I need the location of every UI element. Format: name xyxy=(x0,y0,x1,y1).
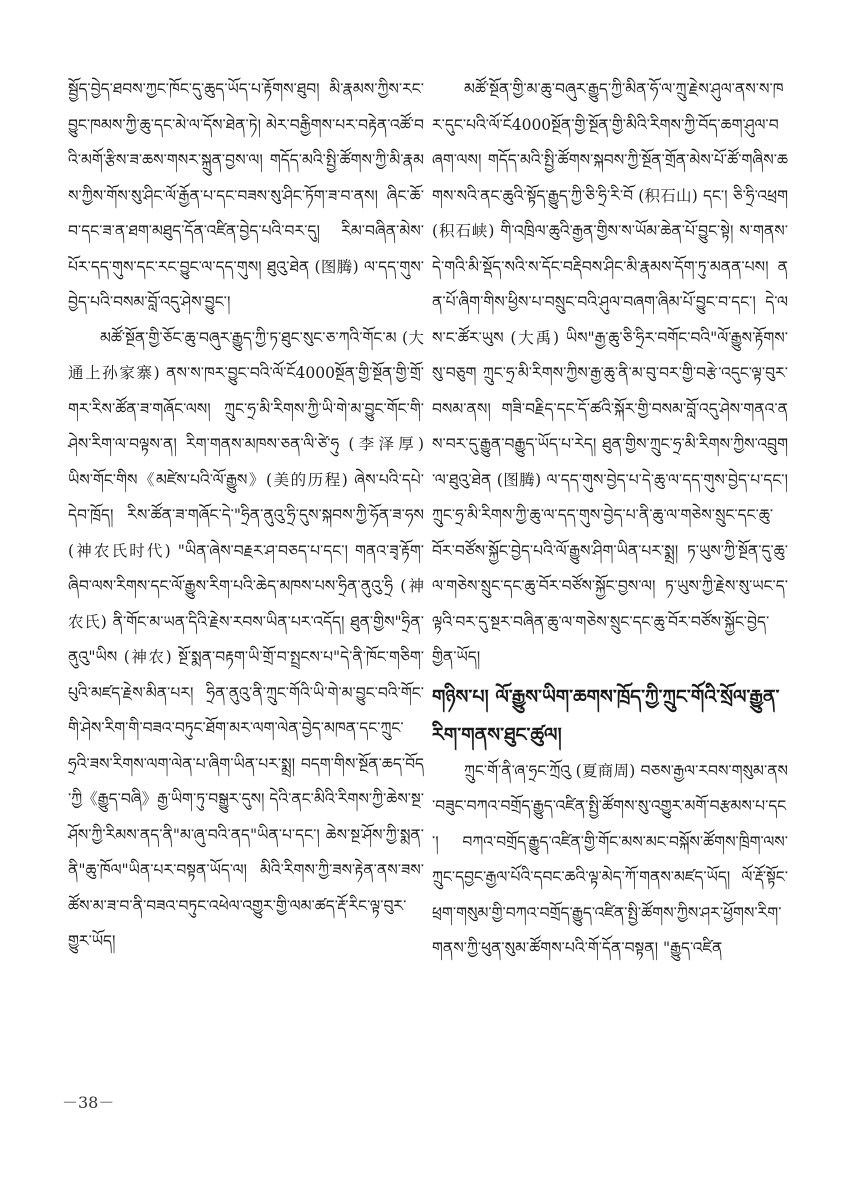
body-paragraph: ཀྲུང་གོ་ནི་ཞ་ཧྲང་ཀྲོའུ (夏商周) བཅས་རྒྱལ་རབས་གསུམ་ནས་བཟུང་བཀའ་བགྲོད་རྒྱུད་འཛིན་སྤྱི་ཚོགས་སུ་འགྱུར་མགོ་བརྩམས་པ་དང་། བཀའ་བགྲོད་རྒྱུད་འཛིན་གྱི་གོང་མས་མང་བསྐོས་ཚོགས་ཁྲིག་ལས་ཀྲུང་དབྱང་རྒྱལ་པོའི་དབང་ཆའི་ལྟ་མེད་ཀོ་གནས་མཛད་ཡོད། ལོ་རྡོ་སྟོང་ཕྲག་གསུམ་གྱི་བཀའ་བགྲོད་རྒྱུད་འཛིན་སྤྱི་ཚོགས་ཀྱིས་ཤར་ཕྱོགས་རིག་གནས་ཀྱི་ཕུན་སུམ་ཚོགས་པའི་གོ་དོན་བསྟན། "རྒྱུད་འཛིན xyxy=(432,761,788,957)
page-number: －38－ xyxy=(62,1093,115,1112)
body-paragraph: མཚོ་སྔོན་གྱི་ཅོང་ཆུ་བཞུར་རྒྱུད་ཀྱི་ཏ་ཐུང་སུང་ཅ་ཀའི་གོང་མ (大通上孙家寨) ནས་ས་ཁར་བྱུང་བའི་ལོ་ངོ4000སྔོན་གྱི་སྔོན་གྱི་གྲོ་གར་རིས་ཚོན་ཟ་གཞོང་ལས། ཀྲུང་ཧྲ་མི་རིགས་ཀྱི་ཡི་གེ་མ་བྱུང་གོང་གི་ཤེས་རིག་ལ་བལྟས་ན། རིག་གནས་མཁས་ཅན་ལི་ཙེ་ཧུ (李泽厚) ཡིས་གོང་གིས《མཛེས་པའི་ལོ་རྒྱུས》(美的历程) ཞེས་པའི་དཔེ་དེབ་ཁྲོད། རིས་ཚོན་ཟ་གཞོང་དེ་"ཧྲིན་ནུའུ་ཧྲི་དུས་སྐབས་ཀྱི་ཧོན་ཟ་ཧས (神农氏时代) "ཡིན་ཞེས་བརྗར་ཤ་བཅད་པ་དང་། གནའ་ཟྭ་རྟོག་ཞིབ་ལས་རིགས་དང་ལོ་རྒྱུས་རིག་པའི་ཆེད་མཁས་པས་ཧྲིན་ནུའུ་ཧྲི (神农氏) ནི་གོང་མ་ཡན་དིའི་རྗེས་རབས་ཡིན་པར་འདོད། ཐུན་གྱིས"ཧྲིན་ནུའུ"ཡིས (神农) སྔོ་སྨན་བརྟག་ཡི་གྲོ་བ་སྤྲངས་པ"དེ་ནི་ཁོང་གཅིག་པུའི་མཛད་རྗེས་མིན་པར། ཧྲིན་ནུའུ་ནི་ཀྲུང་གོའི་ཡི་གེ་མ་བྱུང་བའི་གོང་གི་ཤེས་རིག་གི་བཟའ་བཏུང་ཐོག་མར་ལག་ལེན་བྱེད་མཁན་དང་ཀྲུང་ཧྲའི་ཟས་རིགས་ལག་ལེན་པ་ཞིག་ཡིན་པར་སྨྲ། བདག་གིས་སྔོན་ཆད་བོད་ཀྱི《རྒྱུད་བཞི》རྒྱ་ཡིག་ཏུ་བསྒྱུར་དུས། དེའི་ནང་མིའི་རིགས་ཀྱི་ཆེས་སྔ་ཤོས་ཀྱི་རིམས་ནད་ནི"མ་ཞུ་བའི་ནད"ཡིན་པ་དང་། ཆེས་སྔ་ཤོས་ཀྱི་སྨན་ནི"ཆུ་ཁོལ"ཡིན་པར་བསྟན་ཡོད་ལ། མིའི་རིགས་ཀྱི་ཟས་རྟེན་ནས་ཟས་ཚོས་མ་ཟ་བ་ནི་བཟའ་བཏུང་འཕེལ་འགྱུར་གྱི་ལམ་ཚད་རྡོ་རིང་ལྟ་བུར་གྱུར་ཡོད། xyxy=(68,328,424,950)
left-column xyxy=(68,72,424,960)
body-paragraph: སྦྱོད་བྱེད་ཐབས་ཀྱང་ཁོང་དུ་ཆུད་ཡོད་པ་རྟོགས་ཐུབ། མི་རྣམས་ཀྱིས་རང་བྱུང་ཁམས་ཀྱི་ཆུ་དང་མེ་ལ་དོས་ཐེན་ཏེ། མེར་བརྒྱིགས་པར་བརྟེན་འཚོ་བའི་མགོ་རྩིས་ཟ་ཆས་གསར་སྐྲུན་བྱས་ལ། གདོད་མའི་སྤྱི་ཚོགས་ཀྱི་མི་རྣམས་ཀྱིས་གོས་སུ་ཤིང་ལོ་རྒྱོན་པ་དང་བཟས་སུ་ཤིང་ཏོག་ཟ་བ་ནས། ཞིང་ཆོ་བ་དང་ཟ་ན་ཐག་མཐུད་དོན་འཛིན་བྱེད་པའི་བར་དུ། རིམ་བཞིན་མེས་པོར་དད་གུས་དང་རང་བྱུང་ལ་དད་གུས། ཐུའུ་ཐེན (图腾) ལ་དད་གུས་བྱེད་པའི་བསམ་བློ་འདུ་ཤེས་བྱུང་། xyxy=(68,80,424,311)
body-paragraph: མཚོ་སྔོན་གྱི་མ་ཆུ་བཞུར་རྒྱུད་ཀྱི་མིན་ཧོ་ལ་ཀྲུ་རྗེས་ཤུལ་ནས་ས་ཁར་དུང་པའི་ལོ་ངོ4000སྔོན་གྱི་སྔོན་གྱི་མིའི་རིགས་ཀྱི་བོད་ཆག་ཤུལ་བཞག་ལས། གདོད་མའི་སྤྱི་ཚོགས་སྐབས་ཀྱི་སྔོན་གྲོན་མེས་པོ་ཚོ་གཞིས་ཆགས་སའི་ནང་ཆུའི་སྟོད་རྒྱུད་ཀྱི་ཅི་ཧྲི་རི་བོ (积石山) དང་། ཅི་ཧྲི་འཕྲག (积石峡) གི་འཁྲིལ་ཆུའི་རྒྱན་གྱིས་ས་ཡོམ་ཆེན་པོ་བྱུང་སྟེ། ས་གནས་དེ་གའི་མི་སྡོད་སའི་ས་དོང་བརྡིབས་ཤིང་མི་རྣམས་དོག་ཏུ་མནན་པས། ནན་པོ་ཞིག་གིས་ཕྱིས་པ་བསྲུང་བའི་ཤུལ་བཞག་ཞིམ་པོ་བྱུང་བ་དང་། དེ་ལས་ང་ཚོར་ཡུས (大禹) ཡིས"རྒྱ་ཆུ་ཅི་ཧྲིར་བགོང་བའི"ལོ་རྒྱུས་རྟོགས་སུ་བཅུག ཀྲུང་ཧྲ་མི་རིགས་ཀྱིས་རྒྱ་ཆུ་ནི་མ་བུ་བར་གྱི་བརྩེ་འདུང་ལྟ་བུར་བསམ་ནས། གཟི་བརྗིད་དང་དོ་ཚའི་སྐོར་གྱི་བསམ་བློ་འདུ་ཤེས་གནའ་ནས་བར་དུ་རྒྱུན་བརྒྱུད་ཡོད་པ་རེད། ཐུན་གྱིས་ཀྲུང་ཧྲ་མི་རིགས་ཀྱིས་འབྲུག་ལ་ཐུའུ་ཐེན (图腾) ལ་དད་གུས་བྱེད་པ་དེ་ཆུ་ལ་དད་གུས་བྱེད་པ་དང་། ཀྲུང་ཧྲ་མི་རིགས་ཀྱི་ཆུ་ལ་དད་གུས་བྱེད་པ་ནི་ཆུ་ལ་གཅེས་སྲུང་དང་ཆུ་བོར་བཙོས་སྐྱོང་བྱེད་པའི་ལོ་རྒྱུས་ཤིག་ཡིན་པར་སྨྲ། ཏ་ཡུས་ཀྱི་སྔོན་དུ་ཆུ་ལ་གཅེས་སྲུང་དང་ཆུ་བོར་བཙོས་སྐྱོང་བྱས་ལ། ཏ་ཡུས་ཀྱི་རྗེས་སུ་ཡང་ད་ལྟའི་བར་དུ་སྔར་བཞིན་ཆུ་ལ་གཅེས་སྲུང་དང་ཆུ་བོར་བཙོས་སྐྱོང་བྱེད་གྱིན་ཡོད། xyxy=(432,80,788,666)
section-heading: གཉིས་པ། ལོ་རྒྱུས་ཡིག་ཆགས་ཁྲོད་ཀྱི་ཀྲུང་གོའི་སྲོལ་རྒྱུན་རིག་གནས་ཐུང་ཚུལ། xyxy=(432,685,780,746)
right-column xyxy=(432,72,788,967)
